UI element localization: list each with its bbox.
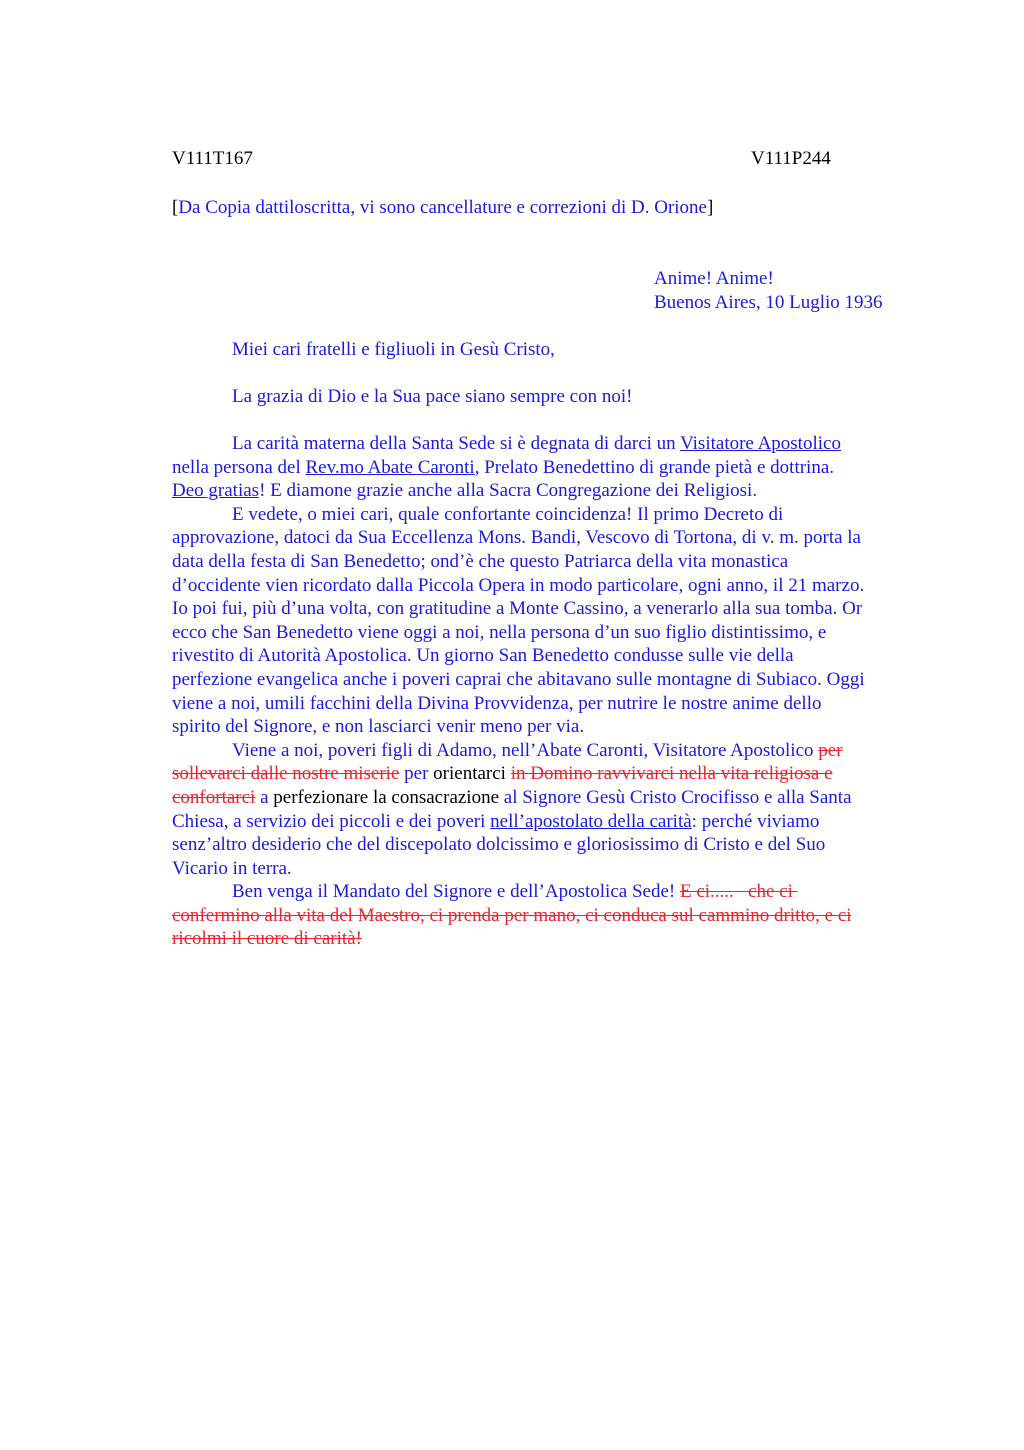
correction-text: perfezionare la consacrazione xyxy=(273,786,504,808)
text-run: La carità materna della Santa Sede si è degnata di darci un xyxy=(232,433,681,454)
source-note-bracket-close: ] xyxy=(706,197,714,218)
underlined-text: Rev.mo Abate Caronti xyxy=(305,456,475,478)
salutation: Miei cari fratelli e figliuoli in Gesù Cristo, xyxy=(232,339,555,360)
deleted-text: ricolmi il cuore di carità! xyxy=(172,928,362,950)
text-run: , Prelato Benedettino di grande pietà e dottrina. xyxy=(474,456,835,478)
paragraph-2-line: perfezione evangelica anche i poveri caprai che abitavano sulle montagne di Subiaco. Oggi xyxy=(172,668,865,690)
deleted-text: E ci..... che ci xyxy=(679,881,798,903)
text-run: a xyxy=(255,786,274,808)
document-code-right: V111P244 xyxy=(751,148,831,169)
text-run: Chiesa, a servizio dei piccoli e dei poveri xyxy=(172,810,491,832)
text-run: nella persona del xyxy=(172,456,306,478)
source-note-bracket-open: [ xyxy=(172,197,179,218)
deleted-text: confortarci xyxy=(172,786,256,808)
text-run: per xyxy=(399,763,434,785)
underlined-text: nell’apostolato della carità xyxy=(490,810,692,832)
paragraph-2-line: rivestito di Autorità Apostolica. Un giorno San Benedetto condusse sulle vie della xyxy=(172,645,794,667)
paragraph-3-line: senz’altro desiderio che del discepolato dolcissimo e gloriosissimo di Cristo e del Suo xyxy=(172,834,826,856)
paragraph-2-line: approvazione, datoci da Sua Eccellenza Mons. Bandi, Vescovo di Tortona, di v. m. porta la xyxy=(172,527,861,549)
paragraph-1-line xyxy=(172,479,932,503)
paragraph-2-line: E vedete, o miei cari, quale confortante coincidenza! Il primo Decreto di xyxy=(232,503,784,525)
paragraph-2-line: viene a noi, umili facchini della Divina Provvidenza, per nutrire le nostre anime dello xyxy=(172,692,822,714)
dateline-place-date: Buenos Aires, 10 Luglio 1936 xyxy=(654,292,883,313)
paragraph-3-line: Vicario in terra. xyxy=(172,857,292,879)
deleted-text: in Domino ravvivarci nella vita religiosa e xyxy=(510,763,833,785)
paragraph-4-line xyxy=(172,927,932,951)
correction-text: orientarci xyxy=(433,763,511,785)
deleted-text: confermino alla vita del Maestro, ci prenda per mano, ci conduca sul cammino dritto, e ci xyxy=(172,904,852,926)
paragraph-1-line xyxy=(172,456,932,480)
paragraph-2-line: data della festa di San Benedetto; ond’è che questo Patriarca della vita monastica xyxy=(172,550,789,572)
underlined-text: Visitatore Apostolico xyxy=(680,433,841,454)
source-note xyxy=(172,196,713,220)
paragraph-3-line xyxy=(172,810,932,834)
paragraph-3-line xyxy=(172,786,932,810)
text-run: al Signore Gesù Cristo Crocifisso e alla Santa xyxy=(503,786,852,808)
greeting: La grazia di Dio e la Sua pace siano sempre con noi! xyxy=(232,386,633,407)
document-code-left: V111T167 xyxy=(172,148,253,169)
deleted-text: per xyxy=(818,739,843,761)
text-run: ! E diamone grazie anche alla Sacra Congregazione dei Religiosi. xyxy=(259,480,758,502)
dateline-motto: Anime! Anime! xyxy=(654,268,774,289)
paragraph-3-line xyxy=(172,739,932,763)
paragraph-2-line: d’occidente vien ricordato dalla Piccola Opera in modo particolare, ogni anno, il 21 marzo. xyxy=(172,574,865,596)
letter-body xyxy=(172,432,932,951)
paragraph-2-line: spirito del Signore, e non lasciarci venir meno per via. xyxy=(172,716,585,738)
source-note-text: Da Copia dattiloscritta, vi sono cancellature e correzioni di D. Orione xyxy=(178,197,707,218)
text-run: Viene a noi, poveri figli di Adamo, nell’Abate Caronti, Visitatore Apostolico xyxy=(232,739,819,761)
paragraph-2-line: Io poi fui, più d’una volta, con gratitudine a Monte Cassino, a venerarlo alla sua tomba. Or xyxy=(172,598,863,620)
text-run: Ben venga il Mandato del Signore e dell’Apostolica Sede! xyxy=(232,881,680,903)
deleted-text: sollevarci dalle nostre miserie xyxy=(172,763,400,785)
underlined-text: Deo gratias xyxy=(172,480,260,502)
paragraph-1-line xyxy=(172,432,932,456)
paragraph-3-line xyxy=(172,762,932,786)
paragraph-4-line xyxy=(172,904,932,928)
text-run: : perché viviamo xyxy=(691,810,820,832)
paragraph-2-line: ecco che San Benedetto viene oggi a noi, nella persona d’un suo figlio distintissimo, e xyxy=(172,621,827,643)
paragraph-4-line xyxy=(172,880,932,904)
